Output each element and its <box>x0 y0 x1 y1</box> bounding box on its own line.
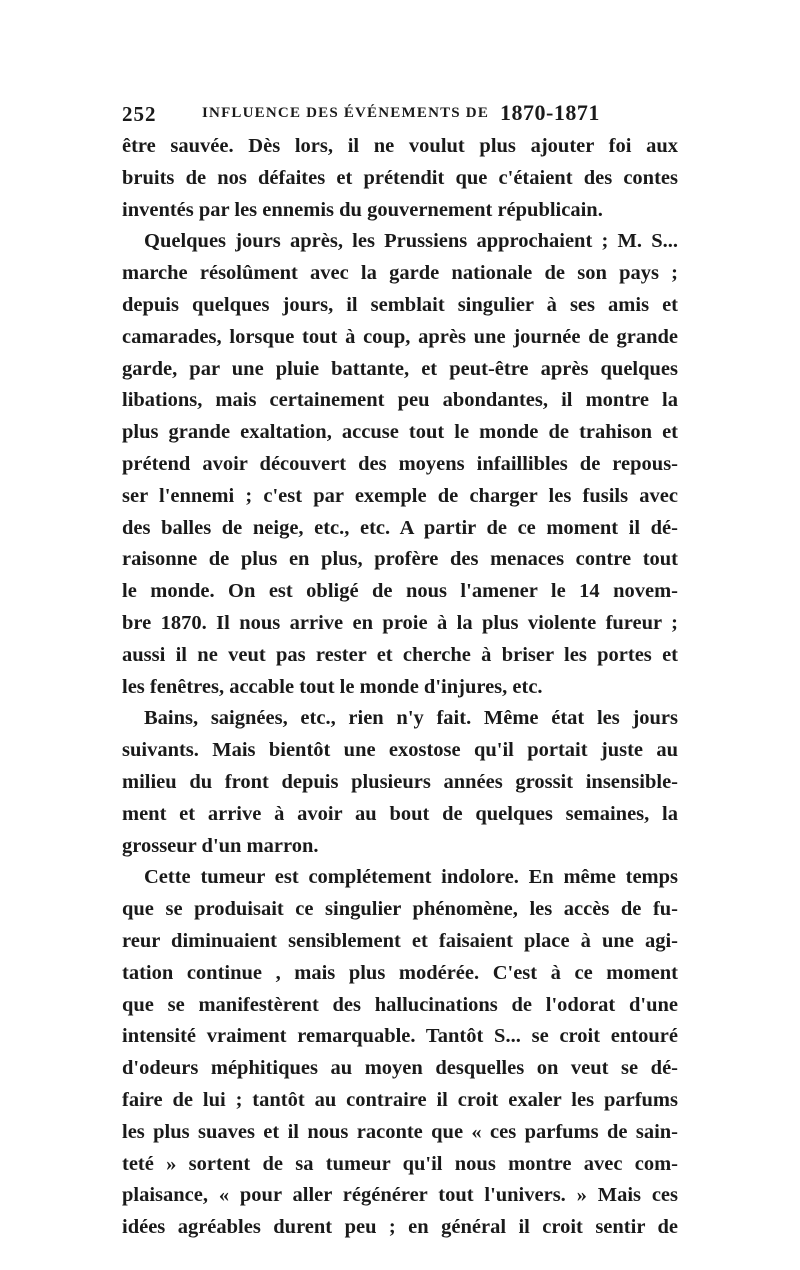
text-line: ser l'ennemi ; c'est par exemple de charger les fusils avec <box>122 484 678 507</box>
text-line: plus grande exaltation, accuse tout le monde de trahison et <box>122 421 678 444</box>
text-line: camarades, lorsque tout à coup, après une journée de grande <box>122 325 678 348</box>
text-line: bruits de nos défaites et prétendit que c'étaient des contes <box>122 166 678 189</box>
text-line: plaisance, « pour aller régénérer tout l'univers. » Mais ces <box>122 1184 678 1207</box>
text-line: marche résolûment avec la garde nationale de son pays ; <box>122 262 678 285</box>
text-line: d'odeurs méphitiques au moyen desquelles on veut se dé- <box>122 1057 678 1080</box>
text-line: être sauvée. Dès lors, il ne voulut plus ajouter foi aux <box>122 135 678 157</box>
running-head-years: 1870-1871 <box>500 100 600 125</box>
text-line: aussi il ne veut pas rester et cherche à briser les portes et <box>122 643 678 666</box>
text-line: libations, mais certainement peu abondantes, il montre la <box>122 389 678 412</box>
text-line: les fenêtres, accable tout le monde d'injures, etc. <box>122 675 543 698</box>
text-line: tation continue , mais plus modérée. C'est à ce moment <box>122 961 678 984</box>
text-line: teté » sortent de sa tumeur qu'il nous montre avec com- <box>122 1152 678 1175</box>
text-line: le monde. On est obligé de nous l'amener le 14 novem- <box>122 580 678 603</box>
text-line: raisonne de plus en plus, profère des menaces contre tout <box>122 548 678 571</box>
text-line: que se produisait ce singulier phénomène, les accès de fu- <box>122 898 678 921</box>
text-line: que se manifestèrent des hallucinations de l'odorat d'une <box>122 993 678 1016</box>
page-number: 252 <box>122 102 157 126</box>
text-line: des balles de neige, etc., etc. A partir de ce moment il dé- <box>122 516 678 539</box>
text-line: grosseur d'un marron. <box>122 834 319 857</box>
text-line: inventés par les ennemis du gouvernement républicain. <box>122 198 603 221</box>
text-line: Cette tumeur est complétement indolore. En même temps <box>144 866 678 889</box>
text-line: Quelques jours après, les Prussiens approchaient ; M. S... <box>144 230 678 253</box>
text-line: depuis quelques jours, il semblait singulier à ses amis et <box>122 293 678 316</box>
running-head <box>122 102 682 132</box>
text-line: les plus suaves et il nous raconte que « ces parfums de sain- <box>122 1120 678 1143</box>
text-line: prétend avoir découvert des moyens infaillibles de repous- <box>122 452 678 475</box>
text-line: Bains, saignées, etc., rien n'y fait. Même état les jours <box>144 707 678 730</box>
text-line: milieu du front depuis plusieurs années grossit insensible- <box>122 770 678 793</box>
body-text <box>122 131 678 1244</box>
running-head-title: INFLUENCE DES ÉVÉNEMENTS DE <box>202 105 490 121</box>
text-line: faire de lui ; tantôt au contraire il croit exaler les parfums <box>122 1088 678 1111</box>
text-line: idées agréables durent peu ; en général il croit sentir de <box>122 1216 678 1239</box>
text-line: bre 1870. Il nous arrive en proie à la plus violente fureur ; <box>122 611 678 634</box>
text-line: reur diminuaient sensiblement et faisaient place à une agi- <box>122 929 678 952</box>
text-line: suivants. Mais bientôt une exostose qu'il portait juste au <box>122 739 678 762</box>
text-line: intensité vraiment remarquable. Tantôt S... se croit entouré <box>122 1025 678 1048</box>
text-line: ment et arrive à avoir au bout de quelques semaines, la <box>122 802 678 825</box>
text-line: garde, par une pluie battante, et peut-être après quelques <box>122 357 678 380</box>
